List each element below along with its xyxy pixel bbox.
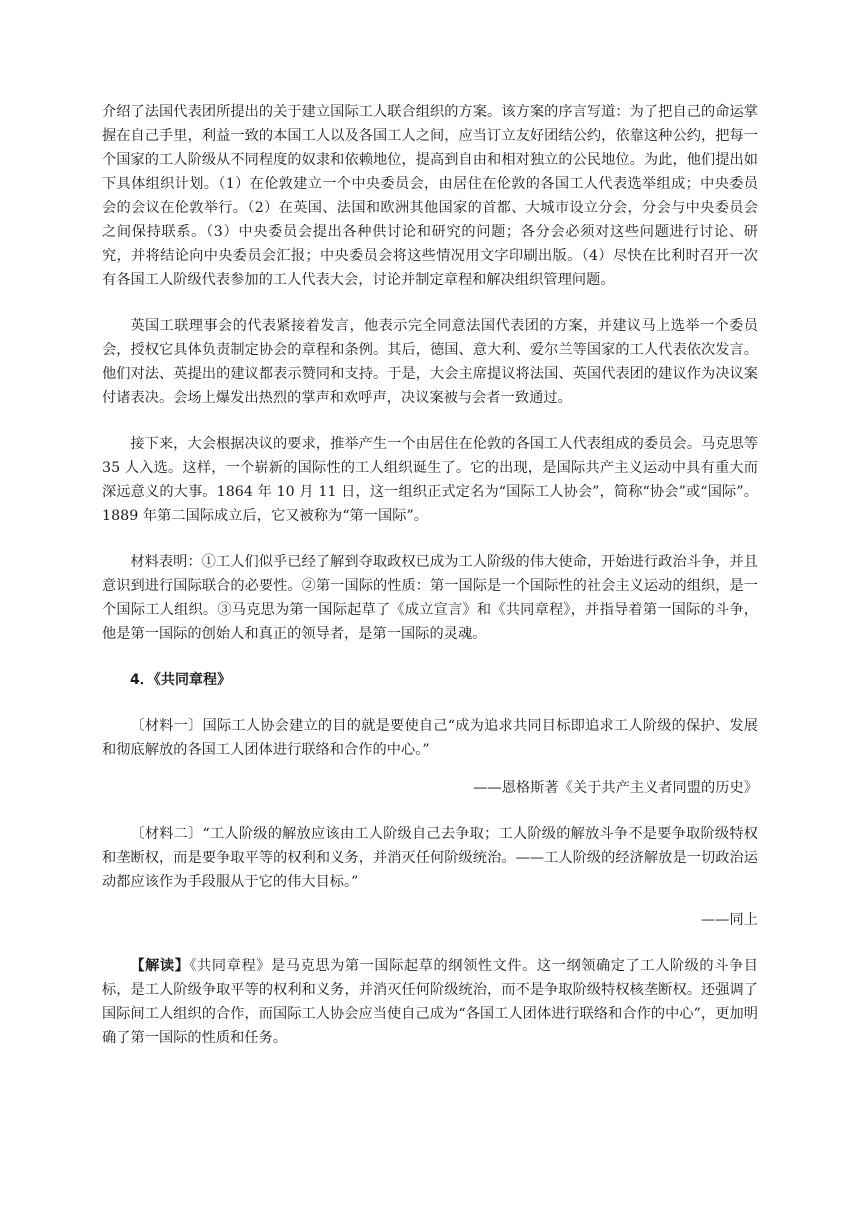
interpretation-text: 《共同章程》是马克思为第一国际起草的纲领性文件。这一纲领确定了工人阶级的斗争目标，是工人阶级争取平等的权利和义务，并消灭任何阶级统治，而不是争取阶级特权核垄断权。还强调了国际间工人组织的合作，而国际工人协会应当使自己成为“各国工人团体进行联络和合作的中心”，更加明确了第一国际的性质和任务。 — [102, 958, 758, 1046]
interpretation-label: 【解读】 — [130, 958, 190, 974]
paragraph-material-conclusion: 材料表明：①工人们似乎已经了解到夺取政权已成为工人阶级的伟大使命，开始进行政治斗争，并且意识到进行国际联合的必要性。②第一国际的性质：第一国际是一个国际性的社会主义运动的组织，是一个国际工人组织。③马克思为第一国际起草了《成立宣言》和《共同章程》，并指导着第一国际的斗争，他是第一国际的创始人和真正的领导者，是第一国际的灵魂。 — [102, 554, 758, 642]
material-two-source: ——同上 — [701, 912, 758, 928]
section-heading: 4．《共同章程》 — [130, 672, 232, 688]
document-page — [102, 100, 758, 1050]
material-two: 〔材料二〕“工人阶级的解放应该由工人阶级自己去争取；工人阶级的解放斗争不是要争取阶级特权和垄断权，而是要争取平等的权利和义务，并消灭任何阶级统治。——工人阶级的经济解放是一切政治运动都应该作为手段服从于它的伟大目标。” — [102, 826, 758, 890]
material-one-source: ——恩格斯著《关于共产主义者同盟的历史》 — [473, 780, 758, 796]
paragraph-committee-election: 接下来，大会根据决议的要求，推举产生一个由居住在伦敦的各国工人代表组成的委员会。马克思等 35 人入选。这样，一个崭新的国际性的工人组织诞生了。它的出现，是国际共产主义运动中具有重大而深远意义的大事。1864 年 10 月 11 日，这一组织正式定名为“国际工人协会”，简称“协会”或“国际”。1889 年第二国际成立后，它又被称为“第一国际”。 — [102, 436, 758, 524]
material-one: 〔材料一〕国际工人协会建立的目的就是要使自己“成为追求共同目标即追求工人阶级的保护、发展和彻底解放的各国工人团体进行联络和合作的中心。” — [102, 718, 758, 758]
interpretation-paragraph — [102, 954, 758, 1050]
paragraph-french-proposal: 介绍了法国代表团所提出的关于建立国际工人联合组织的方案。该方案的序言写道：为了把自己的命运掌握在自己手里，利益一致的本国工人以及各国工人之间，应当订立友好团结公约，依靠这种公约，把每一个国家的工人阶级从不同程度的奴隶和依赖地位，提高到自由和相对独立的公民地位。为此，他们提出如下具体组织计划。（1）在伦敦建立一个中央委员会，由居住在伦敦的各国工人代表选举组成；中央委员会的会议在伦敦举行。（2）在英国、法国和欧洲其他国家的首都、大城市设立分会，分会与中央委员会之间保持联系。（3）中央委员会提出各种供讨论和研究的问题；各分会必须对这些问题进行讨论、研究，并将结论向中央委员会汇报；中央委员会将这些情况用文字印刷出版。（4）尽快在比利时召开一次有各国工人阶级代表参加的工人代表大会，讨论并制定章程和解决组织管理问题。 — [102, 104, 758, 288]
paragraph-british-speech: 英国工联理事会的代表紧接着发言，他表示完全同意法国代表团的方案，并建议马上选举一个委员会，授权它具体负责制定协会的章程和条例。其后，德国、意大利、爱尔兰等国家的工人代表依次发言。他们对法、英提出的建议都表示赞同和支持。于是，大会主席提议将法国、英国代表团的建议作为决议案付诸表决。会场上爆发出热烈的掌声和欢呼声，决议案被与会者一致通过。 — [102, 318, 758, 406]
